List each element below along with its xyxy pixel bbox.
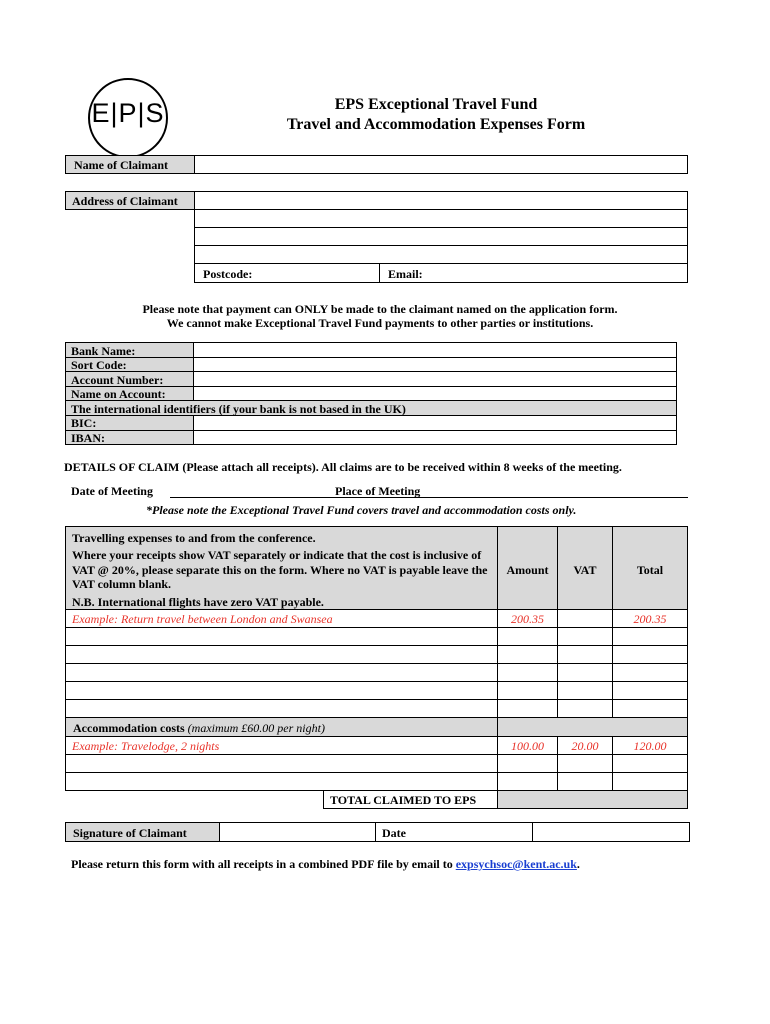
date-label-cell — [375, 822, 533, 842]
account-number-field[interactable] — [194, 372, 676, 386]
form-title-line2: Travel and Accommodation Expenses Form — [286, 116, 586, 133]
place-of-meeting-label: Place of Meeting — [335, 484, 421, 498]
col-divider — [497, 717, 498, 737]
accommodation-max-note: (maximum £60.00 per night) — [187, 721, 325, 735]
email-label: Email: — [388, 267, 423, 281]
place-of-meeting-field[interactable] — [432, 485, 687, 497]
accommodation-example-total: 120.00 — [633, 739, 667, 753]
name-of-claimant-label-cell — [65, 155, 195, 174]
accommodation-example-desc: Example: Travelodge, 2 nights — [72, 739, 220, 753]
signature-field[interactable] — [219, 822, 376, 842]
name-of-claimant-label: Name of Claimant — [74, 158, 168, 172]
logo-text: E|P|S — [91, 98, 165, 128]
total-claimed-label: TOTAL CLAIMED TO EPS — [330, 793, 477, 807]
signature-label-cell — [65, 822, 220, 842]
total-claimed-label-cell — [323, 790, 498, 809]
travel-row-3-desc[interactable] — [66, 664, 496, 681]
postcode-label: Postcode: — [203, 267, 253, 281]
meeting-underline — [170, 497, 688, 498]
international-flights-note: N.B. International flights have zero VAT payable. — [72, 595, 324, 609]
date-of-meeting-field[interactable] — [171, 485, 331, 497]
email-link[interactable]: expsychsoc@kent.ac.uk — [455, 857, 577, 871]
eps-logo — [88, 78, 168, 158]
total-column-header: Total — [636, 563, 664, 577]
iban-field[interactable] — [194, 431, 676, 444]
accommodation-example-vat: 20.00 — [571, 739, 599, 753]
travel-row-4-desc[interactable] — [66, 682, 496, 699]
bic-field[interactable] — [194, 416, 676, 430]
travel-heading: Travelling expenses to and from the conference. — [72, 531, 316, 545]
travel-example-total: 200.35 — [633, 612, 667, 626]
payment-note-line2: We cannot make Exceptional Travel Fund payments to other parties or institutions. — [166, 316, 594, 330]
return-instructions-text: Please return this form with all receipts in a combined PDF file by email to — [71, 857, 456, 871]
amount-column-header: Amount — [506, 563, 549, 577]
travel-example-desc: Example: Return travel between London and Swansea — [72, 612, 333, 626]
accommodation-example-amount: 100.00 — [511, 739, 544, 753]
travel-row-2-desc[interactable] — [66, 646, 496, 663]
return-instructions-end: . — [576, 857, 580, 871]
travel-row-5-desc[interactable] — [66, 700, 496, 717]
iban-label: IBAN: — [71, 431, 106, 445]
signature-label: Signature of Claimant — [73, 826, 187, 840]
accommodation-row-2-desc[interactable] — [66, 773, 496, 790]
details-of-claim-heading: DETAILS OF CLAIM (Please attach all receipts). All claims are to be received within 8 weeks of the meeting. — [64, 460, 622, 474]
name-on-account-label: Name on Account: — [71, 387, 166, 401]
vat-column-header: VAT — [573, 563, 597, 577]
bank-name-field[interactable] — [194, 343, 676, 357]
travel-example-amount: 200.35 — [511, 612, 544, 626]
accommodation-row-1-desc[interactable] — [66, 755, 496, 772]
address-line-2-field[interactable] — [194, 209, 688, 228]
name-of-claimant-field[interactable] — [194, 155, 688, 174]
vat-note: Where your receipts show VAT separately or indicate that the cost is inclusive of VAT @ 20%, please separate this on the form. Where no VAT is payable leave the VAT column blank. — [72, 548, 488, 591]
address-of-claimant-label-cell — [65, 191, 195, 210]
date-of-meeting-label: Date of Meeting — [71, 484, 153, 498]
payment-note-line1: Please note that payment can ONLY be made to the claimant named on the application form. — [142, 302, 618, 316]
email-field[interactable] — [379, 263, 688, 283]
postcode-field[interactable] — [194, 263, 380, 283]
international-identifiers-label: The international identifiers (if your bank is not based in the UK) — [71, 402, 406, 416]
accommodation-heading-wrap — [73, 721, 325, 736]
sort-code-field[interactable] — [194, 358, 676, 371]
accommodation-header-row — [65, 717, 688, 737]
form-title-line1: EPS Exceptional Travel Fund — [334, 96, 538, 113]
travel-row-1-desc[interactable] — [66, 628, 496, 645]
name-on-account-field[interactable] — [194, 387, 676, 400]
accommodation-heading: Accommodation costs — [73, 721, 185, 735]
address-line-4-field[interactable] — [194, 245, 688, 264]
return-instructions — [71, 857, 580, 872]
date-field[interactable] — [532, 822, 690, 842]
account-number-label: Account Number: — [71, 373, 164, 387]
covers-note: *Please note the Exceptional Travel Fund covers travel and accommodation costs only. — [146, 503, 577, 517]
address-line-3-field[interactable] — [194, 227, 688, 246]
address-line-1-field[interactable] — [194, 191, 688, 210]
total-claimed-value-cell[interactable] — [497, 790, 688, 809]
bank-name-label: Bank Name: — [71, 344, 136, 358]
bic-label: BIC: — [71, 416, 97, 430]
sort-code-label: Sort Code: — [71, 358, 127, 372]
date-label: Date — [382, 826, 406, 840]
address-of-claimant-label: Address of Claimant — [72, 194, 178, 208]
